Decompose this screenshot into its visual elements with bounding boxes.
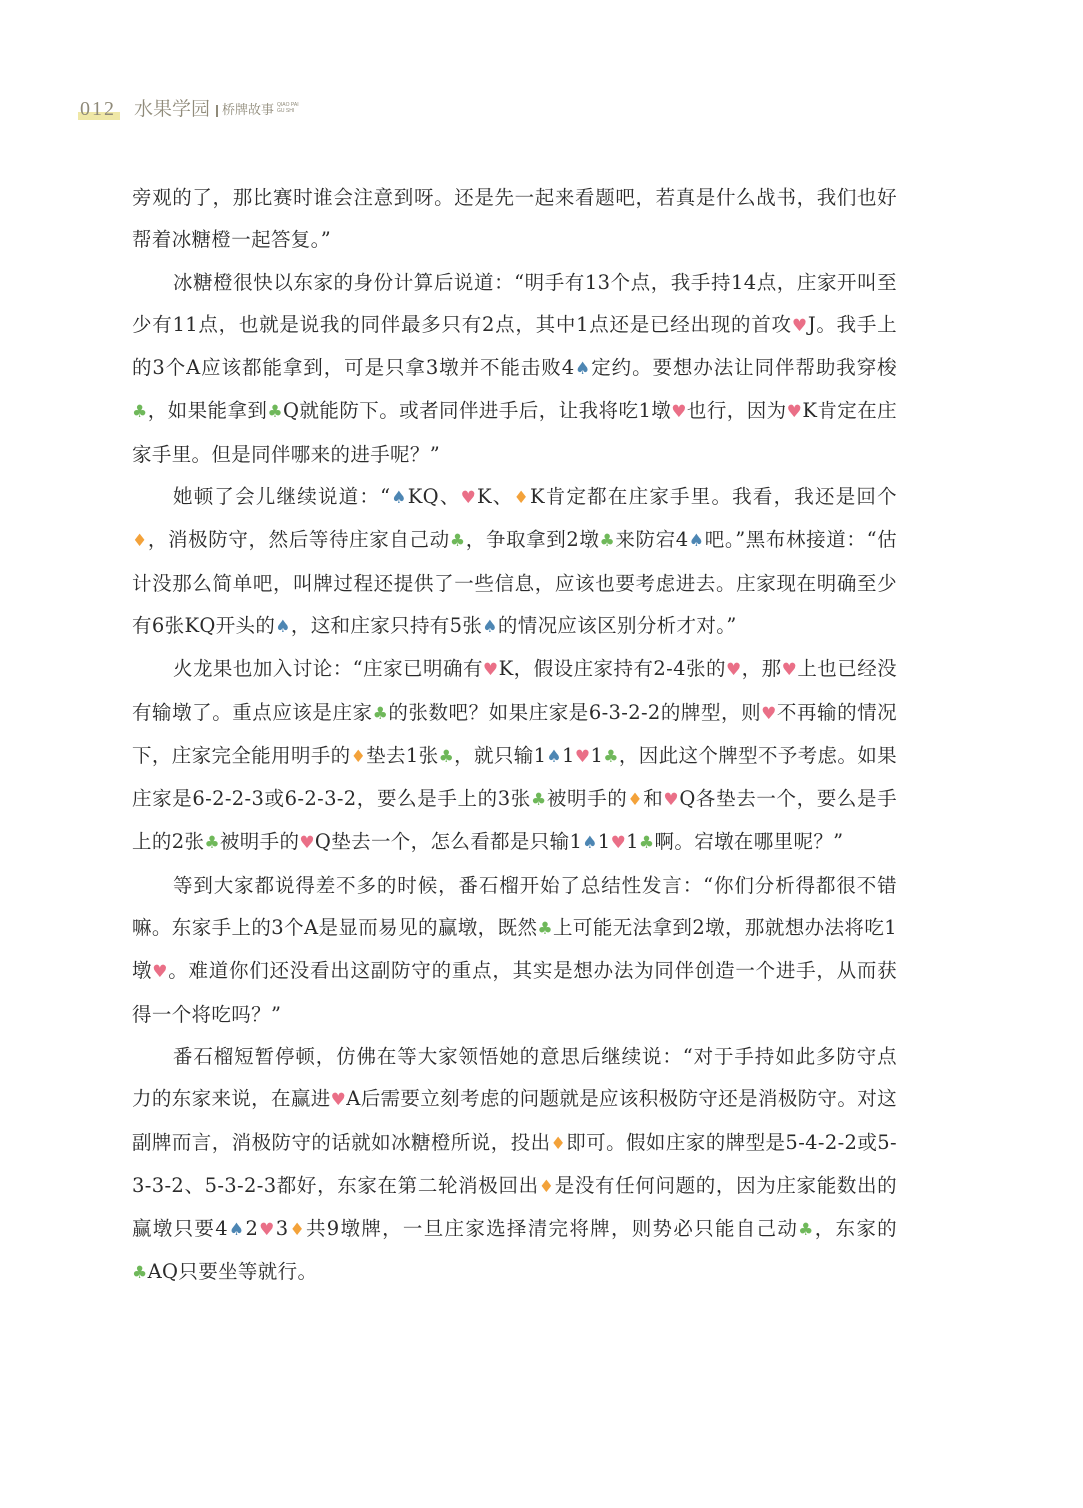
diamond-suit-icon: ♦: [538, 1176, 555, 1197]
text-run: 被明手的: [219, 830, 300, 854]
paragraph: [132, 177, 897, 262]
spade-suit-icon: ♠: [574, 359, 592, 380]
text-run: 2: [245, 1217, 259, 1241]
text-run: 也行，因为: [686, 399, 787, 423]
spade-suit-icon: ♠: [275, 616, 291, 637]
book-title: 水果学园: [134, 98, 211, 120]
text-run: 不再输的情况下，庄家完全能用明手的: [132, 700, 898, 767]
text-run: 和: [643, 787, 664, 811]
text-run: 的情况应该区别分析才对。”: [497, 613, 737, 637]
paragraph: [132, 865, 897, 1036]
text-run: 火龙果也加入讨论：“庄家已明确有: [173, 657, 483, 681]
text-run: 等到大家都说得差不多的时候，番石榴开始了总结性发言：“你们分析得都很不错嘛。东家手上的3个A是显而易见的赢墩，既然: [132, 873, 897, 940]
club-suit-icon: ♣: [798, 1220, 815, 1241]
text-run: 来防宕4: [615, 528, 689, 552]
diamond-suit-icon: ♦: [627, 790, 644, 811]
heart-suit-icon: ♥: [152, 962, 169, 983]
text-run: 定约。要想办法让同伴帮助我穿梭: [591, 356, 897, 380]
heart-suit-icon: ♥: [671, 402, 687, 423]
text-run: AQ只要坐等就行。: [147, 1260, 318, 1284]
text-run: 共9墩牌，一旦庄家选择清完将牌，则势必只能自己动: [306, 1217, 799, 1241]
chapter-title: 桥牌故事: [222, 103, 275, 118]
diamond-suit-icon: ♦: [288, 1220, 306, 1241]
paragraph: [132, 1036, 897, 1295]
text-run: ，因此这个牌型不予考虑。如果庄家是6-2-2-3或6-2-3-2，要么是手上的3张: [132, 743, 898, 811]
text-run: 是没有任何问题的，因为庄家能数出的赢墩只要4: [132, 1173, 898, 1241]
heart-suit-icon: ♥: [330, 1090, 347, 1111]
text-run: ，东家的: [814, 1217, 897, 1241]
paragraph: [132, 476, 897, 648]
text-run: 被明手的: [546, 787, 628, 811]
text-run: 上也已经没有输墩了。重点应该是庄家: [132, 657, 898, 724]
text-run: 1: [562, 743, 575, 767]
text-run: 1: [597, 830, 611, 854]
text-run: ，那: [741, 657, 782, 681]
text-run: K，假设庄家持有2-4张的: [498, 657, 726, 681]
text-run: Q各垫去一个，要么是手上的2张: [132, 787, 898, 854]
club-suit-icon: ♣: [603, 746, 619, 767]
text-run: ，就只输1: [454, 743, 547, 767]
text-run: 1: [626, 830, 639, 854]
spade-suit-icon: ♠: [227, 1220, 246, 1241]
club-suit-icon: ♣: [132, 402, 148, 423]
heart-suit-icon: ♥: [663, 790, 680, 811]
club-suit-icon: ♣: [537, 919, 554, 940]
text-run: ，消极防守，然后等待庄家自己动: [147, 528, 450, 552]
text-run: 1: [590, 743, 604, 767]
heart-suit-icon: ♥: [786, 402, 803, 423]
spade-suit-icon: ♠: [546, 746, 563, 767]
text-run: 上可能无法拿到2墩，那就想办法将吃1墩: [132, 916, 897, 983]
page-number: 012: [78, 98, 120, 120]
text-run: K、: [477, 485, 514, 509]
text-run: 冰糖橙很快以东家的身份计算后说道：“明手有13个点，我手持14点，庄家开叫至少有11点，也就是说我的同伴最多只有2点，其中1点还是已经出现的首攻: [132, 270, 897, 336]
text-run: ，争取拿到2墩: [465, 528, 600, 552]
spade-suit-icon: ♠: [688, 531, 705, 552]
paragraph: [132, 648, 897, 864]
text-run: K肯定在庄家手里。但是同伴哪来的进手呢？”: [132, 399, 897, 466]
club-suit-icon: ♣: [267, 402, 284, 423]
text-run: KQ、: [407, 485, 461, 509]
club-suit-icon: ♣: [638, 833, 655, 854]
heart-suit-icon: ♥: [460, 488, 478, 509]
text-run: Q就能防下。或者同伴进手后，让我将吃1墩: [283, 399, 672, 423]
club-suit-icon: ♣: [599, 531, 616, 552]
club-suit-icon: ♣: [530, 790, 547, 811]
diamond-suit-icon: ♦: [550, 1133, 567, 1154]
text-run: ，如果能拿到: [147, 399, 268, 423]
text-run: A后需要立刻考虑的问题就是应该积极防守还是消极防守。对这副牌而言，消极防守的话就如冰糖橙所说，投出: [132, 1087, 897, 1154]
body-text: [132, 177, 897, 1295]
heart-suit-icon: ♥: [482, 660, 499, 681]
header-divider: [216, 105, 218, 117]
heart-suit-icon: ♥: [258, 1220, 276, 1241]
diamond-suit-icon: ♦: [350, 746, 367, 767]
heart-suit-icon: ♥: [299, 833, 315, 854]
text-run: 垫去1张: [366, 743, 439, 767]
text-run: J。我手上的3个A应该都能拿到，可是只拿3墩并不能击败4: [132, 312, 897, 380]
club-suit-icon: ♣: [449, 531, 466, 552]
pinyin-mark: QIAO PAI GU SHI: [277, 102, 299, 114]
text-run: 。难道你们还没看出这副防守的重点，其实是想办法为同伴创造一个进手，从而获得一个将吃吗？”: [132, 959, 897, 1026]
spade-suit-icon: ♠: [582, 833, 598, 854]
text-run: Q垫去一个，怎么看都是只输1: [314, 830, 583, 854]
spade-suit-icon: ♠: [482, 616, 498, 637]
heart-suit-icon: ♥: [725, 660, 742, 681]
running-header: [78, 90, 301, 120]
text-run: 3: [275, 1217, 289, 1241]
club-suit-icon: ♣: [438, 746, 455, 767]
heart-suit-icon: ♥: [761, 703, 777, 724]
text-run: 啊。宕墩在哪里呢？”: [654, 830, 844, 854]
text-run: 她顿了会儿继续说道：“: [173, 485, 391, 509]
paragraph: [132, 262, 897, 476]
text-run: 即可。假如庄家的牌型是5-4-2-2或5-3-3-2、5-3-2-3都好，东家在第二轮消极回出: [132, 1130, 897, 1197]
club-suit-icon: ♣: [132, 1263, 148, 1284]
text-run: 旁观的了，那比赛时谁会注意到呀。还是先一起来看题吧，若真是什么战书，我们也好帮着冰糖橙一起答复。”: [132, 186, 897, 252]
text-run: 的张数吧？如果庄家是6-3-2-2的牌型，则: [388, 700, 762, 724]
club-suit-icon: ♣: [204, 833, 220, 854]
text-run: 番石榴短暂停顿，仿佛在等大家领悟她的意思后继续说：“对于手持如此多防守点力的东家来说，在赢进: [132, 1044, 897, 1111]
text-run: ，这和庄家只持有5张: [290, 613, 483, 637]
diamond-suit-icon: ♦: [132, 531, 148, 552]
heart-suit-icon: ♥: [610, 833, 627, 854]
diamond-suit-icon: ♦: [513, 488, 530, 509]
heart-suit-icon: ♥: [574, 746, 591, 767]
heart-suit-icon: ♥: [791, 315, 808, 336]
text-run: 吧。”黑布林接道：“估计没那么简单吧，叫牌过程还提供了一些信息，应该也要考虑进去。庄家现在明确至少有6张KQ开头的: [132, 528, 898, 637]
heart-suit-icon: ♥: [781, 660, 798, 681]
text-run: K肯定都在庄家手里。我看，我还是回个: [529, 485, 897, 509]
club-suit-icon: ♣: [372, 703, 389, 724]
spade-suit-icon: ♠: [390, 488, 408, 509]
